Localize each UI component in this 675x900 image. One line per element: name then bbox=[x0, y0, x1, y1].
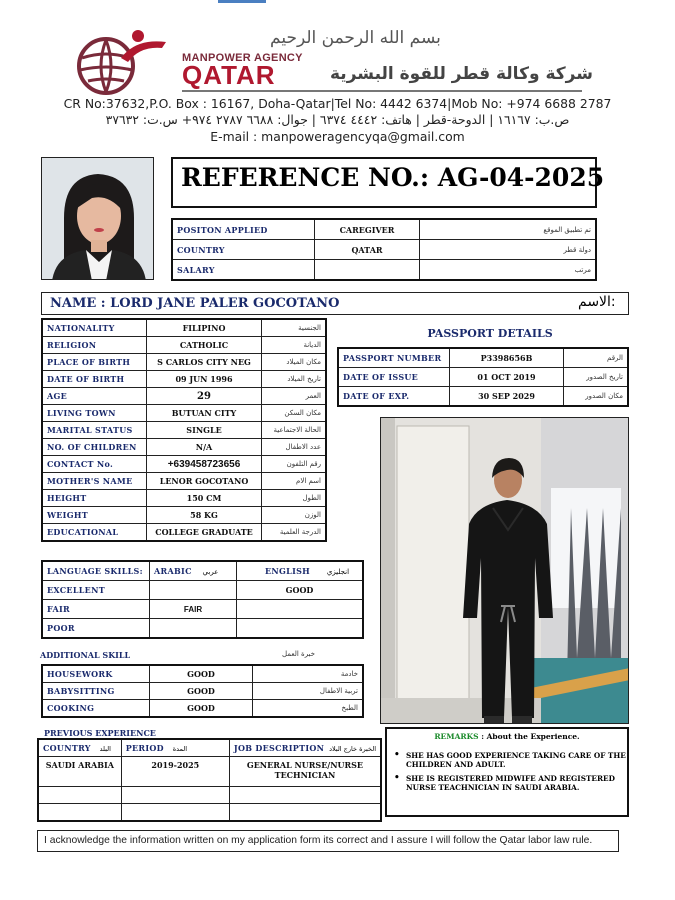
table-row bbox=[38, 757, 381, 787]
personal-label: NO. OF CHILDREN bbox=[42, 439, 147, 456]
table-row bbox=[172, 240, 596, 260]
list-item: • SHE IS REGISTERED MIDWIFE AND REGISTERED NURSE TEACHNICIAN IN SAUDI ARABIA. bbox=[406, 774, 638, 792]
level-excellent: EXCELLENT bbox=[42, 581, 150, 600]
babysitting-label-arabic: تربية الاطفال bbox=[253, 683, 364, 700]
table-row bbox=[42, 473, 326, 490]
arabic-excellent bbox=[150, 581, 237, 600]
bismillah-calligraphy: بسم الله الرحمن الرحيم bbox=[270, 28, 441, 48]
personal-label-arabic: مكان الميلاد bbox=[262, 354, 327, 371]
country-column-header bbox=[38, 739, 121, 757]
arabic-fair: FAIR bbox=[150, 600, 237, 619]
babysitting-value: GOOD bbox=[150, 683, 253, 700]
date-of-issue-label-arabic: تاريخ الصدور bbox=[564, 368, 629, 387]
date-of-issue-value: 01 OCT 2019 bbox=[450, 368, 564, 387]
personal-label: PLACE OF BIRTH bbox=[42, 354, 147, 371]
passport-number-label-arabic: الرقم bbox=[564, 348, 629, 368]
table-row bbox=[42, 683, 363, 700]
table-row bbox=[42, 524, 326, 542]
job-header-label: JOB DESCRIPTION bbox=[233, 743, 325, 753]
personal-label-arabic: اسم الام bbox=[262, 473, 327, 490]
header-divider bbox=[182, 90, 582, 92]
personal-label: CONTACT No. bbox=[42, 456, 147, 473]
level-fair: FAIR bbox=[42, 600, 150, 619]
personal-label: MARITAL STATUS bbox=[42, 422, 147, 439]
personal-label-arabic: رقم التلفون bbox=[262, 456, 327, 473]
arabic-label: ARABIC bbox=[154, 566, 192, 576]
date-of-issue-label: DATE OF ISSUE bbox=[338, 368, 450, 387]
period-column-header bbox=[121, 739, 229, 757]
english-poor bbox=[237, 619, 364, 639]
personal-value: SINGLE bbox=[147, 422, 262, 439]
country-label-arabic: دولة قطر bbox=[420, 240, 597, 260]
passport-number-value: P3398656B bbox=[450, 348, 564, 368]
remarks-subtitle: : About the Experience. bbox=[481, 732, 580, 741]
passport-table bbox=[337, 347, 629, 407]
table-row bbox=[338, 348, 628, 368]
table-row bbox=[42, 490, 326, 507]
english-label-arabic: انجليزي bbox=[326, 568, 350, 576]
personal-value: BUTUAN CITY bbox=[147, 405, 262, 422]
agency-name-arabic: شركة وكالة قطر للقوة البشرية bbox=[330, 64, 593, 84]
personal-value: 09 JUN 1996 bbox=[147, 371, 262, 388]
contact-email: E-mail : manpoweragencyqa@gmail.com bbox=[210, 129, 465, 144]
table-row bbox=[42, 665, 363, 683]
housework-label-arabic: خادمة bbox=[253, 665, 364, 683]
passport-details-title: PASSPORT DETAILS bbox=[427, 327, 553, 340]
position-value: CAREGIVER bbox=[315, 219, 420, 240]
additional-skills-table bbox=[41, 664, 364, 718]
country-value: QATAR bbox=[315, 240, 420, 260]
personal-value: 58 KG bbox=[147, 507, 262, 524]
personal-label: LIVING TOWN bbox=[42, 405, 147, 422]
country-label: COUNTRY bbox=[172, 240, 315, 260]
personal-label: NATIONALITY bbox=[42, 319, 147, 337]
personal-label: WEIGHT bbox=[42, 507, 147, 524]
table-row bbox=[42, 337, 326, 354]
personal-value: 29 bbox=[147, 388, 262, 405]
top-accent-line bbox=[218, 0, 266, 3]
cooking-label: COOKING bbox=[42, 700, 150, 718]
cooking-label-arabic: الطبخ bbox=[253, 700, 364, 718]
experience-country bbox=[38, 787, 121, 804]
experience-period bbox=[121, 804, 229, 822]
job-table bbox=[171, 218, 597, 281]
job-header-arabic: الخبرة خارج البلاد bbox=[329, 745, 376, 753]
english-column-header bbox=[237, 561, 364, 581]
personal-label-arabic: مكان السكن bbox=[262, 405, 327, 422]
arabic-label-arabic: عربي bbox=[202, 568, 219, 576]
table-row bbox=[42, 319, 326, 337]
english-fair bbox=[237, 600, 364, 619]
period-header-arabic: المدة bbox=[172, 745, 188, 753]
job-column-header bbox=[229, 739, 381, 757]
personal-value: FILIPINO bbox=[147, 319, 262, 337]
salary-value bbox=[315, 260, 420, 281]
babysitting-label: BABYSITTING bbox=[42, 683, 150, 700]
date-of-expiry-value: 30 SEP 2029 bbox=[450, 387, 564, 407]
position-label: POSITON APPLIED bbox=[172, 219, 315, 240]
table-row bbox=[42, 507, 326, 524]
contact-line-arabic: ص.ب: ١٦١٦٧ | الدوحة-قطر | هاتف: ٤٤٤٢ ٦٣٧٤ | جوال: ٦٦٨٨ ٢٧٨٧ ٩٧٤+ س.ت: ٣٧٦٣٢ bbox=[105, 112, 570, 127]
table-row bbox=[42, 371, 326, 388]
experience-country: SAUDI ARABIA bbox=[38, 757, 121, 787]
remarks-title: REMARKS bbox=[434, 732, 479, 741]
experience-country bbox=[38, 804, 121, 822]
personal-label: RELIGION bbox=[42, 337, 147, 354]
arabic-poor bbox=[150, 619, 237, 639]
previous-experience-title: PREVIOUS EXPERIENCE bbox=[44, 728, 156, 738]
agency-subtitle: MANPOWER AGENCY bbox=[182, 52, 303, 64]
housework-label: HOUSEWORK bbox=[42, 665, 150, 683]
level-poor: POOR bbox=[42, 619, 150, 639]
personal-label: DATE OF BIRTH bbox=[42, 371, 147, 388]
personal-value: COLLEGE GRADUATE bbox=[147, 524, 262, 542]
salary-label-arabic: مرتب bbox=[420, 260, 597, 281]
table-row bbox=[42, 561, 363, 581]
table-row bbox=[38, 787, 381, 804]
personal-label-arabic: الديانة bbox=[262, 337, 327, 354]
table-row bbox=[42, 619, 363, 639]
english-excellent: GOOD bbox=[237, 581, 364, 600]
table-row bbox=[42, 456, 326, 473]
table-row bbox=[38, 804, 381, 822]
agency-name: QATAR bbox=[182, 60, 276, 90]
personal-value: +639458723656 bbox=[147, 456, 262, 473]
experience-period bbox=[121, 787, 229, 804]
personal-value: 150 CM bbox=[147, 490, 262, 507]
personal-label-arabic: تاريخ الميلاد bbox=[262, 371, 327, 388]
personal-label: MOTHER'S NAME bbox=[42, 473, 147, 490]
applicant-portrait-photo bbox=[41, 157, 154, 280]
additional-skill-title-arabic: خبرة العمل bbox=[282, 650, 315, 658]
table-row bbox=[42, 388, 326, 405]
personal-details-table bbox=[41, 318, 327, 542]
date-of-expiry-label-arabic: مكان الصدور bbox=[564, 387, 629, 407]
country-header-arabic: البلد bbox=[99, 745, 111, 753]
applicant-name-arabic-label: الاسم: bbox=[578, 294, 616, 310]
applicant-full-body-photo bbox=[380, 417, 629, 724]
table-row bbox=[42, 405, 326, 422]
reference-number: REFERENCE NO.: AG-04-2025 bbox=[171, 157, 597, 208]
table-row bbox=[42, 422, 326, 439]
language-skills-label: LANGUAGE SKILLS: bbox=[42, 561, 150, 581]
personal-label-arabic: الطول bbox=[262, 490, 327, 507]
personal-label-arabic: الوزن bbox=[262, 507, 327, 524]
personal-label-arabic: الجنسية bbox=[262, 319, 327, 337]
position-label-arabic: تم تطبيق الموقع bbox=[420, 219, 597, 240]
cooking-value: GOOD bbox=[150, 700, 253, 718]
table-row bbox=[338, 368, 628, 387]
personal-label: EDUCATIONAL bbox=[42, 524, 147, 542]
table-row bbox=[172, 260, 596, 281]
table-row bbox=[172, 219, 596, 240]
list-item: • SHE HAS GOOD EXPERIENCE TAKING CARE OF THE CHILDREN AND ADULT. bbox=[406, 751, 638, 769]
table-row bbox=[338, 387, 628, 407]
personal-value: S CARLOS CITY NEG bbox=[147, 354, 262, 371]
period-header-label: PERIOD bbox=[125, 743, 164, 753]
experience-job: GENERAL NURSE/NURSE TECHNICIAN bbox=[229, 757, 381, 787]
personal-label: AGE bbox=[42, 388, 147, 405]
personal-label-arabic: العمر bbox=[262, 388, 327, 405]
acknowledgement-statement: I acknowledge the information written on my application form its correct and I assure I will follow the Qatar labor law rule. bbox=[37, 830, 619, 852]
date-of-expiry-label: DATE OF EXP. bbox=[338, 387, 450, 407]
contact-line-english: CR No:37632,P.O. Box : 16167, Doha-Qatar|Tel No: 4442 6374|Mob No: +974 6688 2787 bbox=[63, 96, 612, 111]
table-row bbox=[42, 581, 363, 600]
personal-value: N/A bbox=[147, 439, 262, 456]
personal-label: HEIGHT bbox=[42, 490, 147, 507]
personal-label-arabic: الحالة الاجتماعية bbox=[262, 422, 327, 439]
table-row bbox=[42, 700, 363, 718]
experience-job bbox=[229, 804, 381, 822]
applicant-name: NAME : LORD JANE PALER GOCOTANO bbox=[50, 296, 340, 311]
additional-skill-title: ADDITIONAL SKILL bbox=[40, 650, 131, 660]
agency-logo-icon bbox=[66, 28, 176, 96]
table-row bbox=[42, 439, 326, 456]
arabic-column-header bbox=[150, 561, 237, 581]
remarks-list bbox=[392, 751, 638, 797]
remarks-heading bbox=[385, 732, 629, 741]
personal-label-arabic: عدد الاطفال bbox=[262, 439, 327, 456]
table-row bbox=[42, 354, 326, 371]
personal-value: LENOR GOCOTANO bbox=[147, 473, 262, 490]
personal-label-arabic: الدرجة العلمية bbox=[262, 524, 327, 542]
passport-number-label: PASSPORT NUMBER bbox=[338, 348, 450, 368]
table-row bbox=[42, 600, 363, 619]
salary-label: SALARY bbox=[172, 260, 315, 281]
experience-period: 2019-2025 bbox=[121, 757, 229, 787]
housework-value: GOOD bbox=[150, 665, 253, 683]
table-row bbox=[38, 739, 381, 757]
language-skills-table bbox=[41, 560, 364, 639]
experience-job bbox=[229, 787, 381, 804]
country-header-label: COUNTRY bbox=[43, 743, 91, 753]
experience-table bbox=[37, 738, 382, 822]
personal-value: CATHOLIC bbox=[147, 337, 262, 354]
english-label: ENGLISH bbox=[265, 566, 311, 576]
